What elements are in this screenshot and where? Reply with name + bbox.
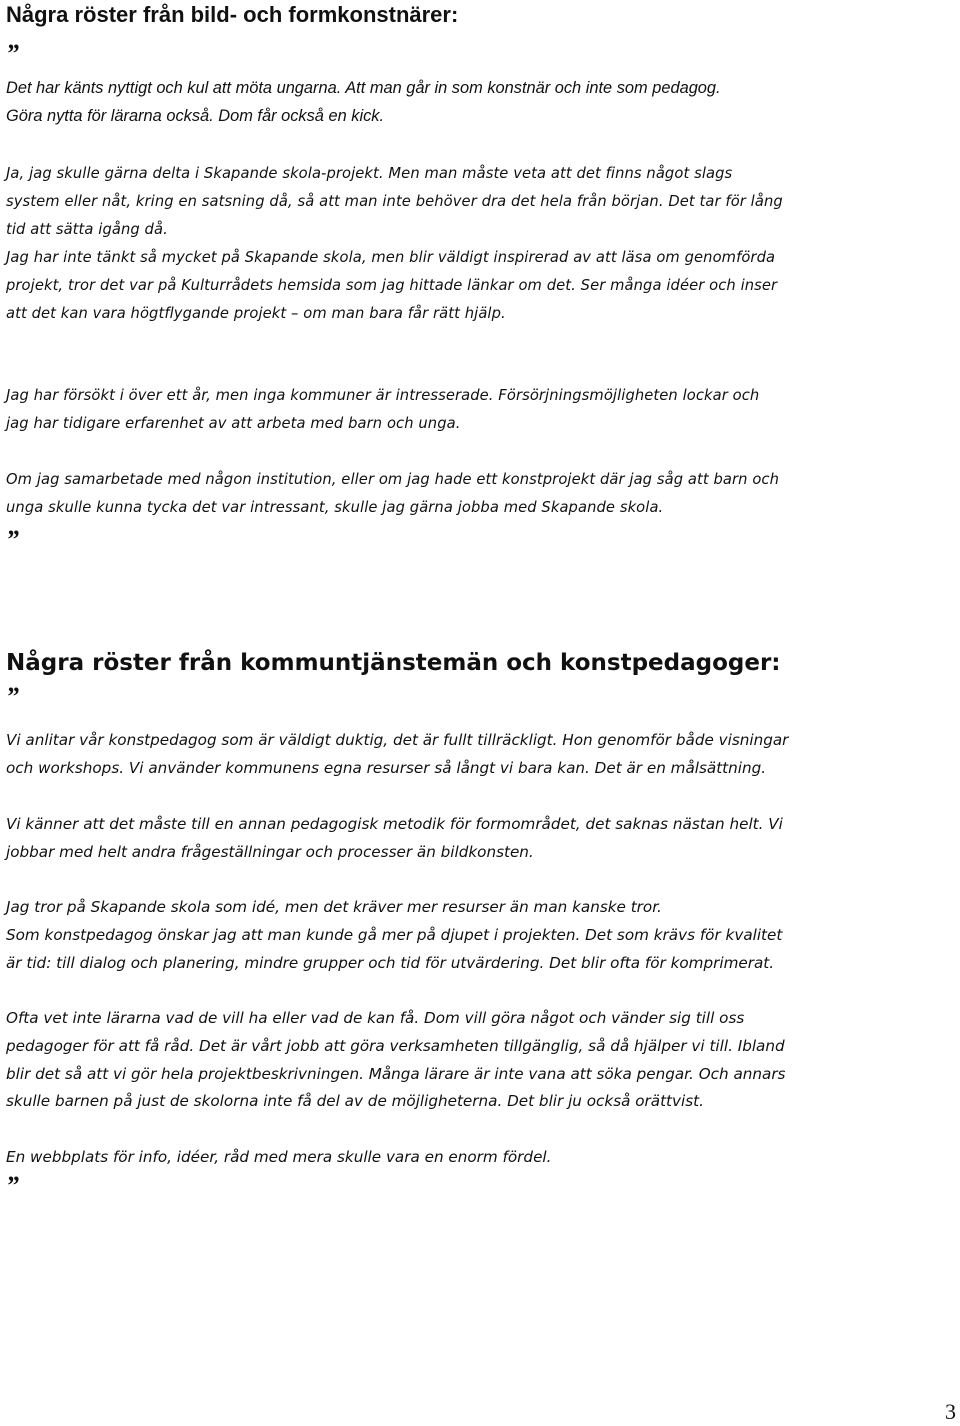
text-line: unga skulle kunna tycka det var intressant, skulle jag gärna jobba med Skapande skola. [6,499,664,516]
text-line: Om jag samarbetade med någon institution, eller om jag hade ett konstprojekt där jag såg att barn och [6,471,779,488]
text-line: är tid: till dialog och planering, mindre grupper och tid för utvärdering. Det blir ofta för komprimerat. [6,953,775,972]
quote-close-mark: ” [6,1171,19,1200]
quote-paragraph [6,160,960,244]
text-line: Vi anlitar vår konstpedagog som är väldigt duktig, det är fullt tillräckligt. Hon genomför både visningar [6,731,789,749]
quote-open-mark: ” [6,39,19,68]
text-line: projekt, tror det var på Kulturrådets hemsida som jag hittade länkar om det. Ser många idéer och inser [6,277,778,294]
quote-paragraph [6,244,960,328]
quote-open-mark: ” [6,682,19,711]
quote-paragraph [6,74,960,130]
text-line: Det har känts nyttigt och kul att möta ungarna. Att man går in som konstnär och inte som pedagog. [6,79,721,97]
quote-paragraph [6,1144,960,1172]
text-line: Göra nytta för lärarna också. Dom får också en kick. [6,107,385,125]
text-line: skulle barnen på just de skolorna inte få del av de möjligheterna. Det blir ju också orättvist. [6,1092,704,1111]
text-line: och workshops. Vi använder kommunens egna resurser så långt vi bara kan. Det är en målsättning. [6,758,767,777]
text-line: jobbar med helt andra frågeställningar och processer än bildkonsten. [6,842,534,861]
text-line: tid att sätta igång då. [6,221,168,238]
page-number: 3 [945,1399,956,1424]
text-line: Jag tror på Skapande skola som idé, men det kräver mer resurser än man kanske tror. [6,898,662,916]
text-line: En webbplats för info, idéer, råd med mera skulle vara en enorm fördel. [6,1148,552,1166]
text-line: att det kan vara högtflygande projekt – om man bara får rätt hjälp. [6,305,506,322]
quote-paragraph [6,1005,960,1116]
quote-paragraph [6,466,960,522]
quote-paragraph [6,894,960,977]
text-line: blir det så att vi gör hela projektbeskrivningen. Många lärare är inte vana att söka pengar. Och annars [6,1064,786,1083]
quote-paragraph [6,382,960,438]
section-heading-officials: Några röster från kommuntjänstemän och konstpedagoger: [6,650,781,676]
text-line: jag har tidigare erfarenhet av att arbeta med barn och unga. [6,415,461,432]
text-line: system eller nåt, kring en satsning då, så att man inte behöver dra det hela från början. Det tar för lång [6,193,783,210]
text-line: Jag har inte tänkt så mycket på Skapande skola, men blir väldigt inspirerad av att läsa om genomförda [6,249,776,266]
text-line: Ofta vet inte lärarna vad de vill ha eller vad de kan få. Dom vill göra något och vänder sig till oss [6,1009,745,1027]
text-line: pedagoger för att få råd. Det är vårt jobb att göra verksamheten tillgänglig, så då hjälper vi till. Ibland [6,1036,785,1055]
quote-paragraph [6,811,960,867]
quote-paragraph [6,727,960,783]
text-line: Jag har försökt i över ett år, men inga kommuner är intresserade. Försörjningsmöjligheten lockar och [6,387,760,404]
quote-close-mark: ” [6,525,19,554]
text-line: Ja, jag skulle gärna delta i Skapande skola-projekt. Men man måste veta att det finns något slags [6,165,733,182]
text-line: Som konstpedagog önskar jag att man kunde gå mer på djupet i projekten. Det som krävs för kvalitet [6,925,783,944]
text-line: Vi känner att det måste till en annan pedagogisk metodik för formområdet, det saknas nästan helt. Vi [6,815,783,833]
section-heading-artists: Några röster från bild- och formkonstnärer: [6,2,459,27]
